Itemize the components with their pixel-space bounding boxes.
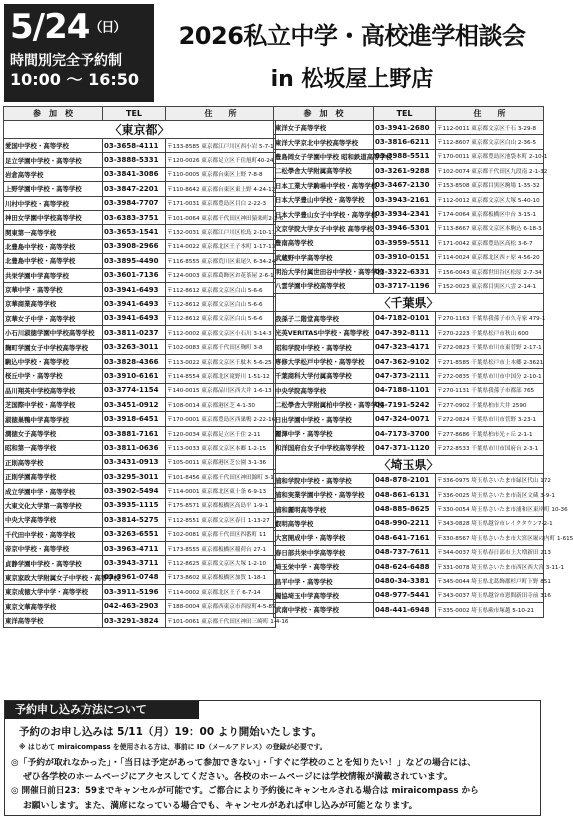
school-name: 二松學舎大学附属柏中学校・高等学校 <box>274 398 374 412</box>
school-row <box>4 570 276 584</box>
section-row <box>274 455 544 473</box>
school-tel: 03-3291-3824 <box>103 613 166 627</box>
school-name: 麗澤中学・高等学校 <box>274 426 374 440</box>
school-name: 豊南高等学校 <box>274 236 374 250</box>
notice-line: 予約のお申し込みは 5/11（月）19：00 より開始いたします。 <box>19 726 322 738</box>
school-tel: 048-624-6488 <box>374 559 436 573</box>
school-tel: 048-878-2101 <box>374 473 436 487</box>
school-address: 〒270-2223 千葉県松戸市秋山 600 <box>436 326 544 340</box>
school-name: 麹町学園女子中学校高等学校 <box>4 340 103 354</box>
school-row <box>4 196 276 210</box>
notice-line: ◎「予約が取れなかった」・「当日は予定があって参加できない」・「すぐに学校のことを知りたい！」などの場合には、 <box>11 758 477 768</box>
school-tel: 048-861-6131 <box>374 487 436 501</box>
school-address: 〒108-0014 東京都港区芝 4-1-30 <box>166 398 276 412</box>
school-row <box>274 250 544 264</box>
school-tel: 03-3431-0913 <box>103 455 166 469</box>
school-row <box>274 502 544 516</box>
school-tel: 03-3918-6451 <box>103 412 166 426</box>
school-address: 〒102-0074 東京都千代田区九段南 2-1-32 <box>436 164 544 178</box>
school-row <box>4 469 276 483</box>
notice-line: ※ はじめて miraicompass を使用される方は、事前に ID（メールアドレス）の登録が必要です。 <box>19 743 327 751</box>
school-address: 〒113-0022 東京都文京区千駄木 5-6-25 <box>166 354 276 368</box>
school-name: 千代田中学校・高等学校 <box>4 527 103 541</box>
school-row <box>4 354 276 368</box>
school-row <box>4 383 276 397</box>
school-name: 明治大学付属世田谷中学校・高等学校 <box>274 264 374 278</box>
school-tel: 03-3881-7161 <box>103 426 166 440</box>
school-tel: 03-3658-4111 <box>103 139 166 153</box>
school-address: 〒272-0835 千葉県市川市中国分 2-10-1 <box>436 369 544 383</box>
school-row <box>4 541 276 555</box>
school-address: 〒101-8456 東京都千代田区神田錦町 3-1 <box>166 469 276 483</box>
school-tel: 03-3263-3011 <box>103 340 166 354</box>
school-row <box>4 225 276 239</box>
school-tel: 047-362-9102 <box>374 354 436 368</box>
school-row <box>4 441 276 455</box>
school-address: 〒112-8612 東京都文京区白山 5-6-6 <box>166 311 276 325</box>
school-address: 〒132-0031 東京都江戸川区松島 2-10-11 <box>166 225 276 239</box>
school-tel: 03-3895-4490 <box>103 254 166 268</box>
school-address: 〒173-8602 東京都板橋区加賀 1-18-1 <box>166 570 276 584</box>
school-row <box>4 484 276 498</box>
school-table-right <box>273 106 573 618</box>
school-row <box>4 513 276 527</box>
school-row <box>274 559 544 573</box>
school-address: 〒170-0011 東京都豊島区池袋本町 2-10-1 <box>436 149 544 163</box>
school-name: 足立学園中学校・高等学校 <box>4 153 103 167</box>
school-row <box>274 354 544 368</box>
school-row <box>274 236 544 250</box>
school-row <box>274 545 544 559</box>
school-row <box>274 264 544 278</box>
school-row <box>4 139 276 153</box>
school-row <box>274 121 544 135</box>
school-row <box>274 531 544 545</box>
school-address: 〒120-0026 東京都足立区千住旭町40-24 <box>166 153 276 167</box>
school-name: 駒込中学校・高等学校 <box>4 354 103 368</box>
school-name: 潤徳女子高等学校 <box>4 426 103 440</box>
school-address: 〒112-8625 東京都文京区大塚 1-2-10 <box>166 556 276 570</box>
school-address: 〒331-0078 埼玉県さいたま市西区西大宮 3-11-1 <box>436 559 544 573</box>
school-name: 獨協埼玉中学高等学校 <box>274 588 374 602</box>
school-address: 〒114-0002 東京都北区王子 6-7-14 <box>166 585 276 599</box>
school-name: 大宮開成中学・高等学校 <box>274 531 374 545</box>
school-address: 〒170-0001 東京都豊島区西巣鴨 2-22-16 <box>166 412 276 426</box>
school-tel: 047-392-8111 <box>374 326 436 340</box>
school-name: 小石川淑徳学園中学校高等学校 <box>4 326 103 340</box>
school-address: 〒112-8607 東京都文京区白山 2-36-5 <box>436 135 544 149</box>
school-row <box>274 135 544 149</box>
school-tel: 03-3961-0748 <box>103 570 166 584</box>
school-address: 〒105-0011 東京都港区芝公園 3-1-36 <box>166 455 276 469</box>
school-row <box>274 516 544 530</box>
school-name: 武蔵野中学高等学校 <box>274 250 374 264</box>
school-address: 〒114-0001 東京都北区東十条 6-9-13 <box>166 484 276 498</box>
school-tel: 047-371-1120 <box>374 441 436 455</box>
school-row <box>274 207 544 221</box>
school-tel: 048-641-7161 <box>374 531 436 545</box>
school-row <box>274 221 544 235</box>
section-row <box>274 293 544 311</box>
school-row <box>4 182 276 196</box>
school-tel: 03-3908-2966 <box>103 239 166 253</box>
school-tel: 048-977-5441 <box>374 588 436 602</box>
section-label: 〈東京都〉 <box>4 121 276 139</box>
school-name: 桜丘中学・高等学校 <box>4 369 103 383</box>
school-row <box>274 311 544 325</box>
school-row <box>274 383 544 397</box>
school-table-left <box>3 106 289 628</box>
school-address: 〒133-8585 東京都江戸川区西小岩 5-7-1 <box>166 139 276 153</box>
school-name: 文京学院大学女子中学校 高等学校 <box>274 221 374 235</box>
section-label: 〈埼玉県〉 <box>274 455 544 473</box>
school-tel: 048-885-8625 <box>374 502 436 516</box>
school-tel: 03-6383-3751 <box>103 210 166 224</box>
school-name: 淑徳巣鴨中学高等学校 <box>4 412 103 426</box>
school-address: 〒114-8554 東京都北区滝野川 1-51-12 <box>166 369 276 383</box>
school-address: 〒101-0064 東京都千代田区神田猿楽町2-3-6 <box>166 210 276 224</box>
school-name: 光英VERITAS中学校・高等学校 <box>274 326 374 340</box>
school-tel: 03-3811-0636 <box>103 441 166 455</box>
school-row <box>274 603 544 617</box>
school-address: 〒343-0037 埼玉県越谷市恩間新田寺前 316 <box>436 588 544 602</box>
school-address: 〒112-8612 東京都文京区白山 5-6-6 <box>166 297 276 311</box>
school-address: 〒344-0037 埼玉県春日部市上大増新田 213 <box>436 545 544 559</box>
school-name: 京華商業高等学校 <box>4 297 103 311</box>
school-address: 〒270-1163 千葉県我孫子市久寺家 479-1 <box>436 311 544 325</box>
school-tel: 03-3263-6551 <box>103 527 166 541</box>
school-address: 〒277-8686 千葉県柏市光ヶ丘 2-1-1 <box>436 426 544 440</box>
school-tel: 03-3934-2341 <box>374 207 436 221</box>
header-address: 住 所 <box>166 107 276 121</box>
school-tel: 03-3295-3011 <box>103 469 166 483</box>
school-row <box>274 412 544 426</box>
school-name: 昭和学院中学校・高等学校 <box>274 340 374 354</box>
school-row <box>4 369 276 383</box>
school-row <box>4 426 276 440</box>
school-row <box>274 441 544 455</box>
school-name: 神田女学園中学校高等学校 <box>4 210 103 224</box>
school-row <box>4 153 276 167</box>
school-address: 〒114-0024 東京都北区西ヶ原 4-56-20 <box>436 250 544 264</box>
school-address: 〒113-0033 東京都文京区本郷 1-2-15 <box>166 441 276 455</box>
school-row <box>4 585 276 599</box>
reservation-notice <box>4 700 541 816</box>
school-row <box>4 340 276 354</box>
school-address: 〒330-0054 埼玉県さいたま市浦和区東岸町 10-36 <box>436 502 544 516</box>
school-name: 川村中学校・高等学校 <box>4 196 103 210</box>
school-address: 〒336-0975 埼玉県さいたま市緑区代山 172 <box>436 473 544 487</box>
school-address: 〒345-0044 埼玉県北葛飾郡杉戸町下野 851 <box>436 574 544 588</box>
school-row <box>274 326 544 340</box>
school-row <box>274 178 544 192</box>
date-box <box>4 4 154 102</box>
school-name: 共栄学園中学高等学校 <box>4 268 103 282</box>
school-row <box>274 164 544 178</box>
notice-line: お願いします。また、満席になっている場合でも、キャンセルがあれば申し込みが可能となります。 <box>23 801 418 811</box>
school-tel: 03-3941-6493 <box>103 282 166 296</box>
event-title: 2026私立中学・高校進学相談会 <box>178 22 526 50</box>
school-row <box>274 574 544 588</box>
school-name: 京華女子中学・高等学校 <box>4 311 103 325</box>
school-name: 春日部共栄中学高等学校 <box>274 545 374 559</box>
school-address: 〒336-0025 埼玉県さいたま市南区文蔵 3-9-1 <box>436 487 544 501</box>
school-tel: 04-7182-0101 <box>374 311 436 325</box>
school-name: 京華中学・高等学校 <box>4 282 103 296</box>
school-address: 〒116-8555 東京都荒川区東尾久 6-34-24 <box>166 254 276 268</box>
school-tel: 03-3988-5511 <box>374 149 436 163</box>
school-tel: 047-324-0071 <box>374 412 436 426</box>
school-name: 昭和第一高等学校 <box>4 441 103 455</box>
school-address: 〒113-8667 東京都文京区本駒込 6-18-3 <box>436 221 544 235</box>
event-date: 5/24（日） <box>10 7 126 47</box>
school-tel: 03-3984-7707 <box>103 196 166 210</box>
school-address: 〒114-0022 東京都北区王子本町 1-17-13 <box>166 239 276 253</box>
school-row <box>4 599 276 613</box>
school-row <box>4 167 276 181</box>
school-tel: 03-3943-2161 <box>374 192 436 206</box>
school-row <box>274 149 544 163</box>
school-name: 北豊島中学校・高等学校 <box>4 239 103 253</box>
event-time: 10:00 〜 16:50 <box>10 69 140 89</box>
school-name: 関東第一高等学校 <box>4 225 103 239</box>
school-tel: 03-3888-5331 <box>103 153 166 167</box>
school-name: 埼玉栄中学・高等学校 <box>274 559 374 573</box>
header-tel: TEL <box>374 107 436 121</box>
school-name: 浦和学院中学校・高等学校 <box>274 473 374 487</box>
school-address: 〒271-8585 千葉県松戸市上本郷 2-3621 <box>436 354 544 368</box>
school-name: 昌平中学・高等学校 <box>274 574 374 588</box>
school-name: 正則学園高等学校 <box>4 469 103 483</box>
school-tel: 047-373-2111 <box>374 369 436 383</box>
school-tel: 048-737-7611 <box>374 545 436 559</box>
school-address: 〒112-0002 東京都文京区小石川 3-14-3 <box>166 326 276 340</box>
school-tel: 03-3943-3711 <box>103 556 166 570</box>
school-tel: 03-3941-2680 <box>374 121 436 135</box>
school-tel: 03-3847-2201 <box>103 182 166 196</box>
school-row <box>4 613 276 627</box>
header <box>0 0 545 104</box>
school-tel: 03-3910-0151 <box>374 250 436 264</box>
school-address: 〒272-0824 千葉県市川市菅野 3-23-1 <box>436 412 544 426</box>
school-address: 〒174-0064 東京都板橋区中台 3-15-1 <box>436 207 544 221</box>
school-tel: 047-323-4171 <box>374 340 436 354</box>
school-address: 〒101-0061 東京都千代田区神田三崎町 1-4-16 <box>166 613 276 627</box>
school-tel: 03-3946-5301 <box>374 221 436 235</box>
school-address: 〒171-0031 東京都豊島区目白 2-22-3 <box>166 196 276 210</box>
school-name: 上野学園中学校・高等学校 <box>4 182 103 196</box>
school-name: 品川翔英中学校高等学校 <box>4 383 103 397</box>
school-name: 東京家政大学附属女子中学校・高等学校 <box>4 570 103 584</box>
school-name: 日本大学豊山中学校・高等学校 <box>274 192 374 206</box>
school-address: 〒272-8533 千葉県市川市国府台 2-3-1 <box>436 441 544 455</box>
school-address: 〒152-0023 東京都目黒区八雲 2-14-1 <box>436 279 544 293</box>
school-name: 二松學舎大学附属高等学校 <box>274 164 374 178</box>
school-name: 東洋女子高等学校 <box>274 121 374 135</box>
school-row <box>274 279 544 293</box>
school-name: 東洋高等学校 <box>4 613 103 627</box>
school-address: 〒270-1131 千葉県我孫子市都部 765 <box>436 383 544 397</box>
school-name: 貞静学園中学校・高等学校 <box>4 556 103 570</box>
school-tel: 03-3941-6493 <box>103 297 166 311</box>
school-row <box>4 412 276 426</box>
event-weekday: （日） <box>89 20 126 36</box>
school-tel: 0480-34-3381 <box>374 574 436 588</box>
school-name: 愛国中学校・高等学校 <box>4 139 103 153</box>
school-tel: 042-463-2903 <box>103 599 166 613</box>
school-row <box>4 210 276 224</box>
school-name: 我孫子二階堂高等学校 <box>274 311 374 325</box>
school-name: 専修大学松戸中学校・高等学校 <box>274 354 374 368</box>
school-tel: 03-3814-5275 <box>103 513 166 527</box>
event-venue: in 松坂屋上野店 <box>270 67 434 92</box>
header-school: 参 加 校 <box>274 107 374 121</box>
school-row <box>274 398 544 412</box>
school-tel: 03-3653-1541 <box>103 225 166 239</box>
school-tel: 03-3322-6331 <box>374 264 436 278</box>
school-tel: 03-3261-9288 <box>374 164 436 178</box>
school-tel: 03-3910-6161 <box>103 369 166 383</box>
school-row <box>4 311 276 325</box>
school-name: 成立学園中学・高等学校 <box>4 484 103 498</box>
school-tel: 03-3935-1115 <box>103 498 166 512</box>
school-row <box>4 254 276 268</box>
school-tel: 03-3816-6211 <box>374 135 436 149</box>
school-row <box>274 473 544 487</box>
school-address: 〒110-0005 東京都台東区上野 7-8-8 <box>166 167 276 181</box>
school-name: 和洋国府台女子中学校高等学校 <box>274 441 374 455</box>
school-name: 岩倉高等学校 <box>4 167 103 181</box>
school-row <box>4 268 276 282</box>
school-name: 東京成徳大学中学・高等学校 <box>4 585 103 599</box>
school-address: 〒110-8642 東京都台東区東上野 4-24-12 <box>166 182 276 196</box>
school-row <box>4 527 276 541</box>
school-address: 〒112-0012 東京都文京区大塚 5-40-10 <box>436 192 544 206</box>
header-tel: TEL <box>103 107 166 121</box>
header-school: 参 加 校 <box>4 107 103 121</box>
school-tel: 03-3911-5196 <box>103 585 166 599</box>
school-address: 〒112-0011 東京都文京区千石 3-29-8 <box>436 121 544 135</box>
school-address: 〒171-0042 東京都豊島区高松 3-6-7 <box>436 236 544 250</box>
section-row <box>4 121 276 139</box>
school-address: 〒330-8567 埼玉県さいたま市大宮区堀の内町 1-615 <box>436 531 544 545</box>
section-label: 〈千葉県〉 <box>274 293 544 311</box>
school-tel: 03-3774-1154 <box>103 383 166 397</box>
notice-line: ぜひ各学校のホームページにアクセスしてください。各校のホームページには学校情報が満載されています。 <box>23 772 453 782</box>
school-name: 叡明高等学校 <box>274 516 374 530</box>
school-address: 〒120-0034 東京都足立区千住 2-11 <box>166 426 276 440</box>
school-address: 〒112-8612 東京都文京区白山 5-6-6 <box>166 282 276 296</box>
school-address: 〒102-0081 東京都千代田区四番町 11 <box>166 527 276 541</box>
school-name: 日本工業大学駒場中学校・高等学校 <box>274 178 374 192</box>
school-address: 〒140-0015 東京都品川区西大井 1-6-13 <box>166 383 276 397</box>
school-row <box>4 282 276 296</box>
school-row <box>274 369 544 383</box>
school-tel: 03-3451-0912 <box>103 398 166 412</box>
school-name: 正則高等学校 <box>4 455 103 469</box>
school-address: 〒335-0002 埼玉県蕨市塚越 5-10-21 <box>436 603 544 617</box>
school-address: 〒277-0902 千葉県柏市大井 2590 <box>436 398 544 412</box>
school-row <box>274 426 544 440</box>
school-tel: 03-3841-3086 <box>103 167 166 181</box>
school-row <box>274 340 544 354</box>
school-address: 〒175-8571 東京都板橋区高島平 1-9-1 <box>166 498 276 512</box>
school-row <box>274 192 544 206</box>
school-row <box>274 487 544 501</box>
header-address: 住 所 <box>436 107 544 121</box>
school-address: 〒156-0043 東京都世田谷区松原 2-7-34 <box>436 264 544 278</box>
school-row <box>4 455 276 469</box>
school-name: 八雲学園中学校高等学校 <box>274 279 374 293</box>
school-row <box>4 239 276 253</box>
school-name: 芝国際中学校・高等学校 <box>4 398 103 412</box>
school-tel: 048-990-2211 <box>374 516 436 530</box>
school-row <box>4 498 276 512</box>
notice-line: ◎ 開催日前日23：59までキャンセルが可能です。ご都合により予約後にキャンセルされる場合は miraicompass から <box>11 786 479 796</box>
reservation-label: 時間別完全予約制 <box>10 52 122 69</box>
school-address: 〒188-0004 東京都西東京市西原町4-5-85 <box>166 599 276 613</box>
school-name: 浦和麗明高等学校 <box>274 502 374 516</box>
school-address: 〒153-8508 東京都目黒区駒場 1-35-32 <box>436 178 544 192</box>
school-tel: 03-3941-6493 <box>103 311 166 325</box>
school-row <box>4 297 276 311</box>
school-name: 大東文化大学第一高等学校 <box>4 498 103 512</box>
school-tel: 03-3902-5494 <box>103 484 166 498</box>
school-name: 東京文華高等学校 <box>4 599 103 613</box>
school-tel: 03-3467-2130 <box>374 178 436 192</box>
school-address: 〒124-0003 東京都葛飾区お花茶屋 2-6-1 <box>166 268 276 282</box>
school-name: 帝京中学校・高等学校 <box>4 541 103 555</box>
school-name: 東洋大学京北中学校高等学校 <box>274 135 374 149</box>
school-address: 〒112-8551 東京都文京区春日 1-13-27 <box>166 513 276 527</box>
school-tel: 03-3963-4711 <box>103 541 166 555</box>
school-name: 北豊島中学校・高等学校 <box>4 254 103 268</box>
notice-title: 予約申し込み方法について <box>5 701 199 719</box>
school-address: 〒102-0083 東京都千代田区麹町 3-8 <box>166 340 276 354</box>
school-name: 武南中学校・高等学校 <box>274 603 374 617</box>
school-tel: 03-3811-0237 <box>103 326 166 340</box>
school-tel: 04-7191-5242 <box>374 398 436 412</box>
school-row <box>4 556 276 570</box>
school-tel: 04-7173-3700 <box>374 426 436 440</box>
school-name: 千葉商科大学付属高等学校 <box>274 369 374 383</box>
school-tel: 03-3959-5511 <box>374 236 436 250</box>
school-row <box>274 588 544 602</box>
school-name: 中央大学高等学校 <box>4 513 103 527</box>
school-row <box>4 326 276 340</box>
school-row <box>4 398 276 412</box>
school-name: 中央学院高等学校 <box>274 383 374 397</box>
school-tel: 048-441-6948 <box>374 603 436 617</box>
school-tel: 03-3828-4366 <box>103 354 166 368</box>
school-tel: 03-3717-1196 <box>374 279 436 293</box>
school-address: 〒343-0828 埼玉県越谷市レイクタウン7-2-1 <box>436 516 544 530</box>
school-name: 日本大学豊山女子中学校・高等学校 <box>274 207 374 221</box>
school-name: 豊島岡女子学園中学校 昭和鉄道高等学校 <box>274 149 374 163</box>
school-name: 浦和実業学園中学校・高等学校 <box>274 487 374 501</box>
school-name: 日出学園中学校・高等学校 <box>274 412 374 426</box>
school-tel: 03-3601-7136 <box>103 268 166 282</box>
school-address: 〒272-0823 千葉県市川市東菅野 2-17-1 <box>436 340 544 354</box>
school-tel: 04-7188-1101 <box>374 383 436 397</box>
school-address: 〒173-8555 東京都板橋区稲荷台 27-1 <box>166 541 276 555</box>
